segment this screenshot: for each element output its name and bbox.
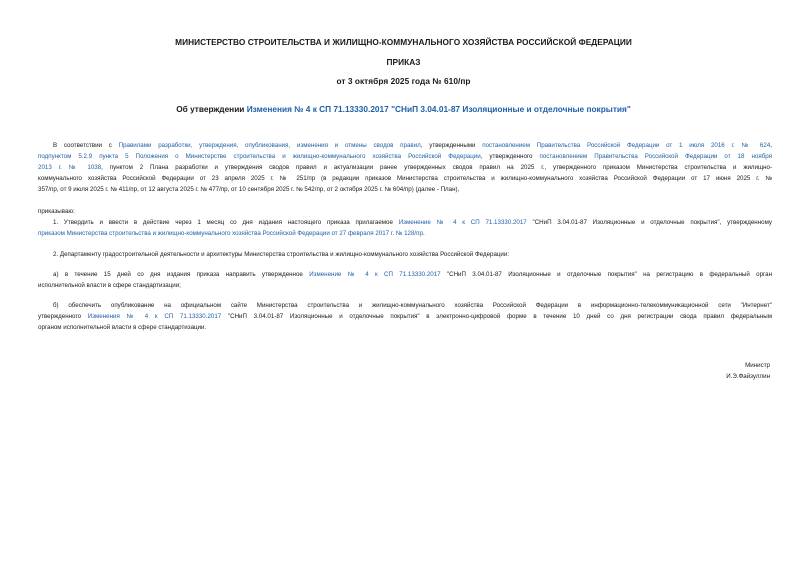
preamble-line-5: 357/пр, от 9 июля 2025 г. № 411/пр, от 12 августа 2025 г. № 477/пр, от 10 сентября 2025 г. № 542/пр, от 2 октября 2025 г. № 604/пр) (далее - План), <box>38 186 460 193</box>
item-2: 2. Департаменту градостроительной деятельности и архитектуры Министерства строительства и жилищно-коммунального хозяйства Российской Федерации: <box>53 251 510 258</box>
text-fragment: , утвержденного <box>480 153 540 160</box>
link-government-decree-624[interactable]: постановлением Правительства Российской Федерации от 1 июля 2016 г. № 624 <box>482 142 771 149</box>
link-government-decree-1038[interactable]: постановлением Правительства Российской Федерации от 18 ноября <box>539 153 772 160</box>
text-fragment: "СНиП 3.04.01-87 Изоляционные и отделочные покрытия", утвержденному <box>526 219 772 226</box>
preamble-line-3 <box>38 162 772 173</box>
title-link-change-4[interactable]: Изменения № 4 к СП 71.13330.2017 "СНиП 3.04.01-87 Изоляционные и отделочные покрытия" <box>246 104 631 114</box>
orders-word: приказываю: <box>38 208 75 215</box>
text-fragment: "СНиП 3.04.01-87 Изоляционные и отделочные покрытия" на регистрацию в федеральный орган <box>440 271 772 278</box>
item-2b-line-1: б) обеспечить опубликование на официальном сайте Министерства строительства и жилищно-коммунального хозяйства Российской Федерации в информационно-телекоммуникационной сети "Интернет" <box>53 302 772 309</box>
link-ministry-regulation[interactable]: подпунктом 5.2.9 пункта 5 Положения о Министерстве строительства и жилищно-коммунального хозяйства Российской Федерации <box>38 153 481 160</box>
preamble-line-4: коммунального хозяйства Российской Федерации от 23 апреля 2025 г. № 251/пр (в редакции приказов Министерства строительства и жилищно-коммунального хозяйства Российской Федерации от 17 июня 2025 г. № <box>38 175 772 182</box>
item-2a-line-1 <box>38 269 772 280</box>
link-change-4[interactable]: Изменения № 4 к СП 71.13330.2017 <box>87 313 222 320</box>
document-type: ПРИКАЗ <box>386 57 421 67</box>
link-change-4[interactable]: Изменение № 4 к СП 71.13330.2017 <box>398 219 527 226</box>
ministry-heading: МИНИСТЕРСТВО СТРОИТЕЛЬСТВА И ЖИЛИЩНО-КОММУНАЛЬНОГО ХОЗЯЙСТВА РОССИЙСКОЙ ФЕДЕРАЦИИ <box>175 37 632 47</box>
signature-name: И.Э.Файзуллин <box>726 373 770 380</box>
item-1-line-2 <box>38 228 772 239</box>
text-fragment: , пунктом 2 Плана разработки и утверждения сводов правил и актуализации ранее утвержденных сводов правил на 2025 г., утвержденного приказом Министерства строительства и жилищно- <box>101 164 772 171</box>
document-title <box>0 104 807 114</box>
item-2a <box>38 269 772 291</box>
item-2b-line-2 <box>38 311 772 322</box>
item-2a-line-2: исполнительной власти в сфере стандартизации; <box>38 282 181 289</box>
text-fragment: "СНиП 3.04.01-87 Изоляционные и отделочные покрытия" в электронно-цифровой форме в течение 10 дней со дня регистрации свода правил федеральным <box>221 313 772 320</box>
title-prefix: Об утверждении <box>176 104 247 114</box>
text-fragment: а) в течение 15 дней со дня издания приказа направить утвержденное <box>53 271 310 278</box>
preamble-line-1 <box>38 140 772 151</box>
text-fragment: утвержденного <box>38 313 88 320</box>
link-rules-development[interactable]: Правилами разработки, утверждения, опубликования, изменения и отмены сводов правил <box>118 142 421 149</box>
preamble-line-2 <box>38 151 772 162</box>
link-ministry-order-128[interactable]: приказом Министерства строительства и жилищно-коммунального хозяйства Российской Федерации от 27 февраля 2017 г. № 128/пр <box>38 230 423 237</box>
document-date-number: от 3 октября 2025 года № 610/пр <box>336 76 471 86</box>
item-1 <box>38 217 772 239</box>
link-decree-1038-number[interactable]: 2013 г. № 1038 <box>38 164 102 171</box>
item-2b <box>38 300 772 333</box>
preamble-paragraph <box>38 140 772 195</box>
text-fragment: , утвержденными <box>420 142 483 149</box>
text-fragment: 1. Утвердить и ввести в действие через 1 месяц со дня издания настоящего приказа прилагаемое <box>53 219 399 226</box>
item-1-line-1 <box>38 217 772 228</box>
text-fragment: . <box>422 230 425 237</box>
link-change-4[interactable]: Изменение № 4 к СП 71.13330.2017 <box>309 271 441 278</box>
signature-position: Министр <box>745 362 770 369</box>
item-2b-line-3: органом исполнительной власти в сфере стандартизации. <box>38 324 207 331</box>
text-fragment: , <box>770 142 772 149</box>
text-fragment: В соответствии с <box>53 142 119 149</box>
